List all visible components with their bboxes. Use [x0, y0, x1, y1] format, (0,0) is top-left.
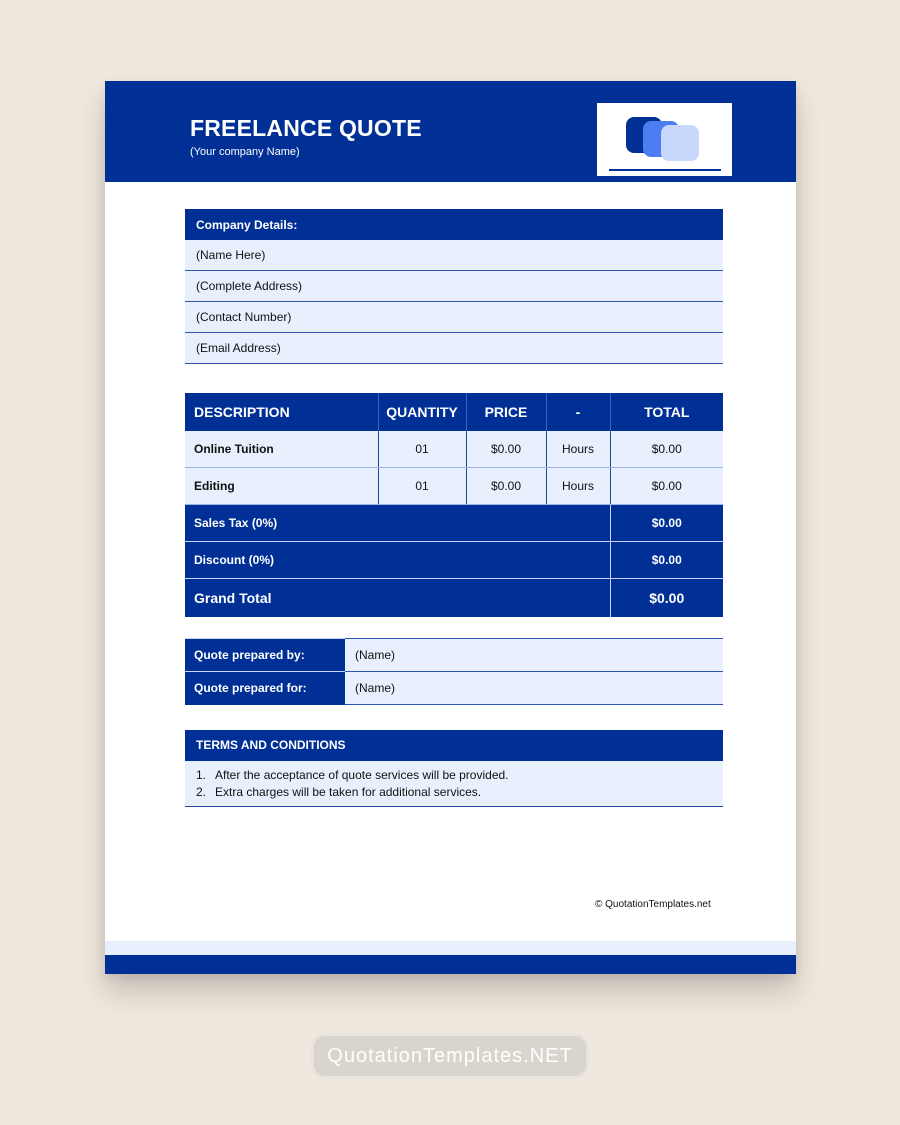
discount-row [185, 542, 723, 579]
col-quantity: QUANTITY [378, 393, 466, 431]
prepared-by-field[interactable]: (Name) [345, 639, 723, 672]
col-description: DESCRIPTION [185, 393, 378, 431]
document-title: FREELANCE QUOTE [190, 115, 422, 141]
quote-document [105, 81, 796, 974]
item-unit[interactable]: Hours [546, 468, 610, 505]
footer-light-band [105, 941, 796, 955]
grand-total-value: $0.00 [610, 579, 723, 618]
item-quantity[interactable]: 01 [378, 431, 466, 468]
terms-list [185, 761, 723, 807]
logo-underline [609, 169, 721, 171]
item-description[interactable]: Editing [185, 468, 378, 505]
header-band [105, 81, 796, 182]
item-unit[interactable]: Hours [546, 431, 610, 468]
company-address-field[interactable]: (Complete Address) [185, 271, 723, 302]
company-contact-field[interactable]: (Contact Number) [185, 302, 723, 333]
table-row [185, 431, 723, 468]
item-quantity[interactable]: 01 [378, 468, 466, 505]
item-price[interactable]: $0.00 [466, 431, 546, 468]
footer-dark-band [105, 955, 796, 974]
logo-shape-light [661, 125, 699, 161]
company-details-heading: Company Details: [185, 209, 723, 240]
company-details-table [185, 209, 723, 364]
company-name-placeholder: (Your company Name) [190, 146, 300, 158]
sales-tax-label: Sales Tax (0%) [185, 505, 610, 542]
term-number: 2. [196, 785, 207, 799]
item-description[interactable]: Online Tuition [185, 431, 378, 468]
item-total: $0.00 [610, 468, 723, 505]
grand-total-row [185, 579, 723, 618]
site-watermark: QuotationTemplates.NET [311, 1033, 589, 1079]
discount-label: Discount (0%) [185, 542, 610, 579]
prepared-for-field[interactable]: (Name) [345, 672, 723, 705]
table-row [185, 468, 723, 505]
copyright-notice: © QuotationTemplates.net [595, 899, 711, 910]
grand-total-label: Grand Total [185, 579, 610, 618]
list-item [185, 767, 723, 784]
item-total: $0.00 [610, 431, 723, 468]
list-item [185, 784, 723, 801]
terms-heading: TERMS AND CONDITIONS [185, 730, 723, 761]
term-text[interactable]: After the acceptance of quote services will be provided. [215, 768, 509, 782]
col-unit: - [546, 393, 610, 431]
prepared-table [185, 638, 723, 705]
sales-tax-row [185, 505, 723, 542]
items-table [185, 393, 723, 617]
col-price: PRICE [466, 393, 546, 431]
company-email-field[interactable]: (Email Address) [185, 333, 723, 364]
prepared-for-label: Quote prepared for: [185, 672, 345, 705]
term-text[interactable]: Extra charges will be taken for additional services. [215, 785, 482, 799]
item-price[interactable]: $0.00 [466, 468, 546, 505]
company-logo [597, 103, 732, 176]
col-total: TOTAL [610, 393, 723, 431]
company-name-field[interactable]: (Name Here) [185, 240, 723, 271]
term-number: 1. [196, 768, 207, 782]
discount-value: $0.00 [610, 542, 723, 579]
sales-tax-value: $0.00 [610, 505, 723, 542]
prepared-by-label: Quote prepared by: [185, 639, 345, 672]
